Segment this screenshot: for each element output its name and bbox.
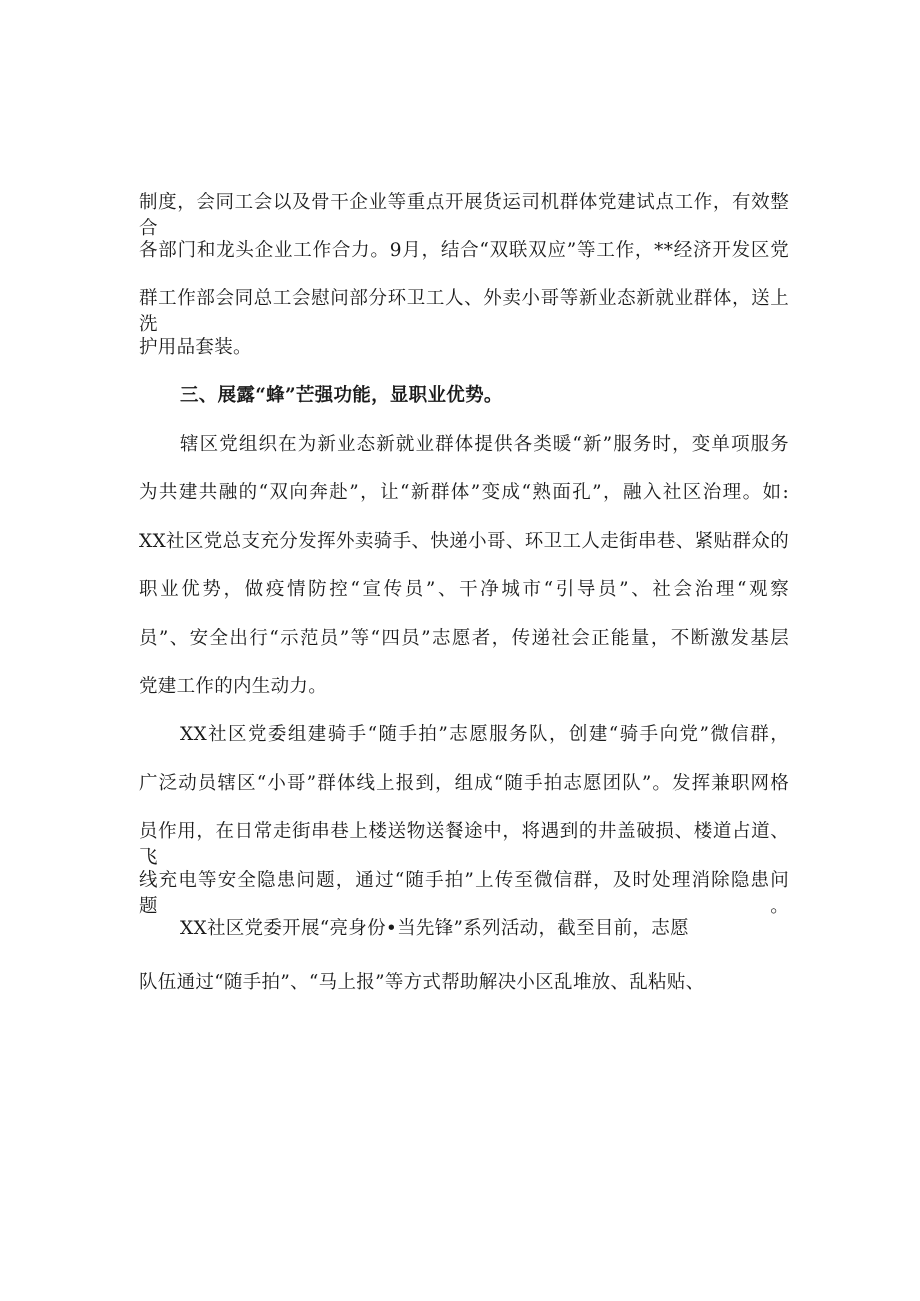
paragraph-3-line-3: 员作用，在日常走街串巷上楼送物送餐途中，将遇到的井盖破损、楼道占道、飞 bbox=[139, 821, 789, 868]
paragraph-2-line-6: 党建工作的内生动力。 bbox=[139, 676, 328, 697]
paragraph-2-line-5: 员”、安全出行“示范员”等“四员”志愿者，传递社会正能量，不断激发基层 bbox=[139, 628, 789, 649]
paragraph-1-line-2: 各部门和龙头企业工作合力。9月，结合“双联双应”等工作，**经济开发区党 bbox=[139, 240, 789, 261]
paragraph-2-line-3: XX社区党总支充分发挥外卖骑手、快递小哥、环卫工人走街串巷、紧贴群众的 bbox=[139, 531, 789, 552]
paragraph-3-line-1: XX社区党委组建骑手“随手拍”志愿服务队，创建“骑手向党”微信群， bbox=[180, 724, 789, 745]
paragraph-3-line-2: 广泛动员辖区“小哥”群体线上报到，组成“随手拍志愿团队”。发挥兼职网格 bbox=[139, 773, 789, 794]
paragraph-1-line-3: 群工作部会同总工会慰问部分环卫工人、外卖小哥等新业态新就业群体，送上洗 bbox=[139, 288, 789, 335]
paragraph-3-line-4: 线充电等安全隐患问题，通过“随手拍”上传至微信群，及时处理消除隐患问题。 bbox=[139, 870, 789, 917]
paragraph-2-line-2: 为共建共融的“双向奔赴”，让“新群体”变成“熟面孔”，融入社区治理。如: bbox=[139, 482, 789, 503]
paragraph-1-line-1: 制度，会同工会以及骨干企业等重点开展货运司机群体党建试点工作，有效整合 bbox=[139, 192, 789, 239]
paragraph-2-line-4: 职业优势，做疫情防控“宣传员”、干净城市“引导员”、社会治理“观察 bbox=[139, 579, 789, 600]
paragraph-2-line-1: 辖区党组织在为新业态新就业群体提供各类暖“新”服务时，变单项服务 bbox=[180, 434, 789, 455]
paragraph-1-line-4: 护用品套装。 bbox=[139, 337, 252, 358]
paragraph-4-line-1: XX社区党委开展“亮身份•当先锋”系列活动，截至目前，志愿 bbox=[180, 918, 689, 939]
paragraph-4-line-2: 队伍通过“随手拍”、“马上报”等方式帮助解决小区乱堆放、乱粘贴、 bbox=[139, 972, 705, 993]
section-heading: 三、展露“蜂”芒强功能，显职业优势。 bbox=[180, 385, 503, 406]
